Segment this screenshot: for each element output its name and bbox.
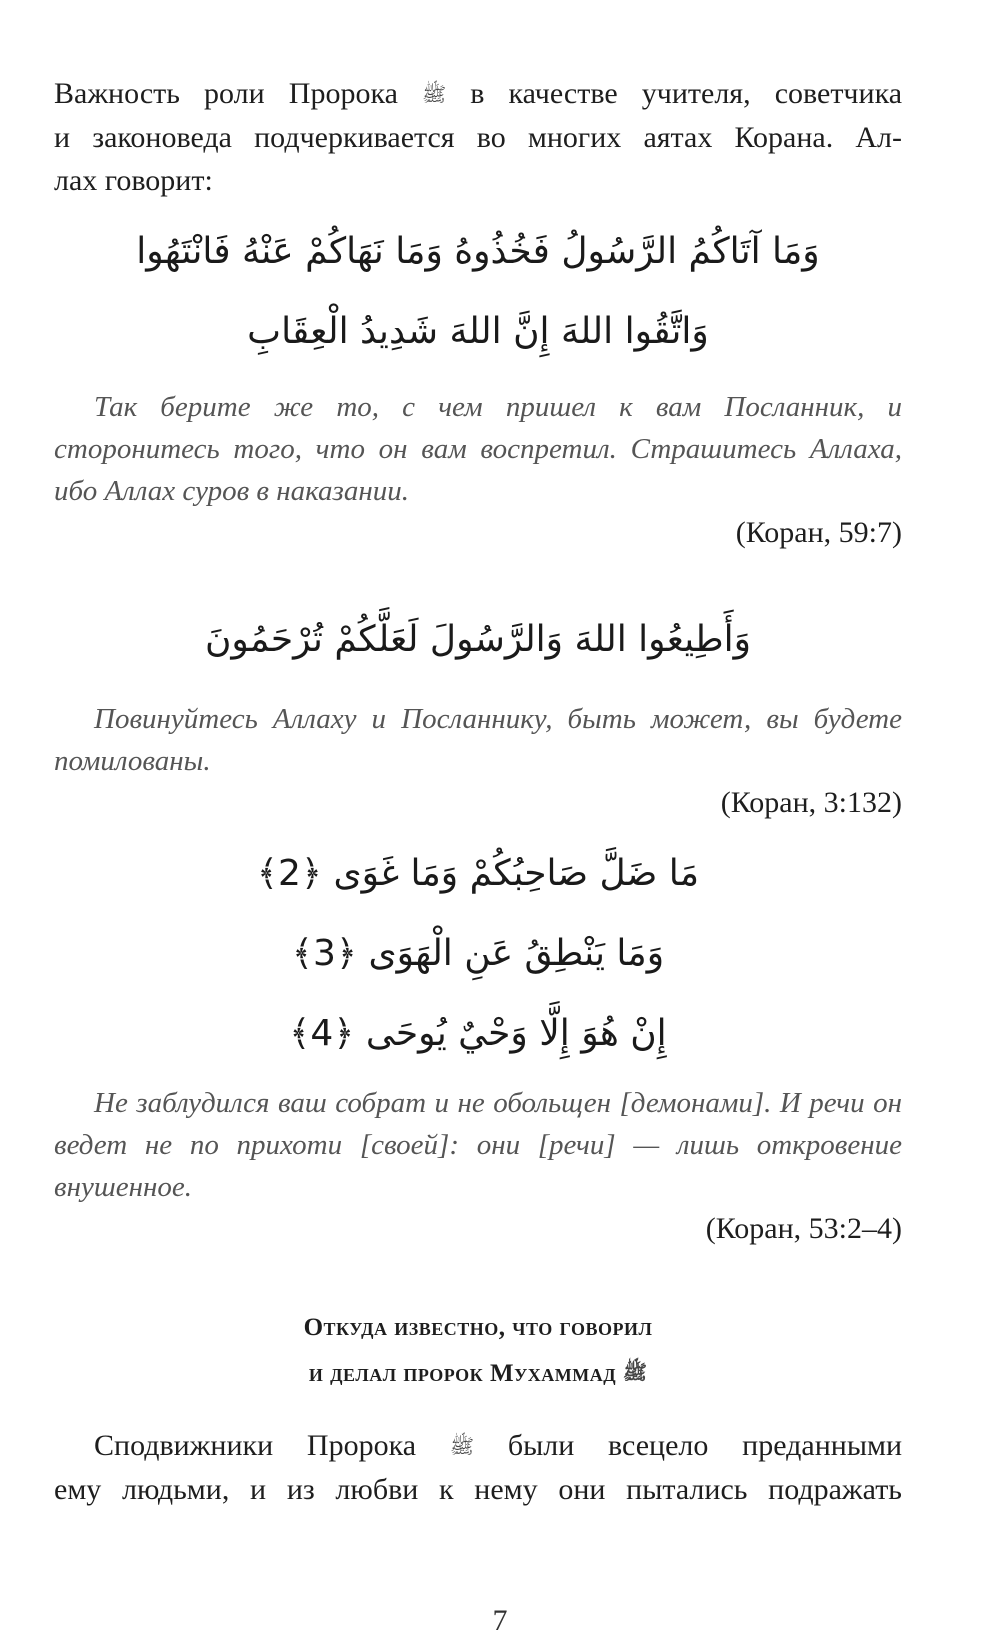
intro-text-a: Важность роли Пророка [54, 77, 398, 110]
section-heading-line1: Откуда известно, что говорил [303, 1314, 653, 1341]
intro-paragraph-line1 [54, 72, 902, 116]
verse2-arabic-line1: وَأَطِيعُوا اللهَ وَالرَّسُولَ لَعَلَّكُمْ تُرْحَمُونَ [204, 619, 752, 660]
verse1-translation: Так берите же то, с чем пришел к вам Посланник, и сторонитесь того, что он вам воспретил. Страшитесь Аллаха, ибо Аллах суров в наказании. [54, 391, 902, 507]
honorific-icon: ﷺ [449, 1434, 475, 1458]
closing-paragraph-line1 [54, 1424, 902, 1468]
verse1-arabic-line1: وَمَا آتَاكُمُ الرَّسُولُ فَخُذُوهُ وَمَا نَهَاكُمْ عَنْهُ فَانْتَهُوا [136, 231, 820, 272]
verse2-citation: (Коран, 3:132) [720, 786, 902, 819]
closing-paragraph-line2: ему людьми, и из любви к нему они пытались подражать [54, 1473, 902, 1506]
page-number: 7 [492, 1604, 508, 1637]
intro-paragraph-line2: и законоведа подчеркивается во многих аятах Корана. Ал- [54, 121, 902, 154]
verse1-arabic-line2: وَاتَّقُوا اللهَ إِنَّ اللهَ شَدِيدُ الْعِقَابِ [247, 311, 709, 352]
intro-text-b: в качестве учителя, советчика [470, 77, 903, 110]
page-content [54, 72, 902, 1511]
section-heading-line2 [54, 1350, 902, 1396]
verse3-citation: (Коран, 53:2–4) [705, 1212, 902, 1245]
closing-text-a: Сподвижники Пророка [94, 1429, 417, 1462]
verse2-translation: Повинуйтесь Аллаху и Посланнику, быть может, вы будете помилованы. [54, 703, 902, 777]
verse3-arabic-line2: وَمَا يَنْطِقُ عَنِ الْهَوَى ﴿3﴾ [291, 933, 665, 974]
verse1-citation: (Коран, 59:7) [735, 516, 902, 549]
section-heading-text: и делал пророк Мухаммад [308, 1360, 617, 1387]
verse3-arabic-line3: إِنْ هُوَ إِلَّا وَحْيٌ يُوحَى ﴿4﴾ [289, 1013, 667, 1054]
honorific-icon: ﷺ [622, 1360, 648, 1384]
verse3-translation: Не заблудился ваш собрат и не обольщен [демонами]. И речи он ведет не по прихоти [своей]: они [речи] — лишь откровение внушенное. [54, 1087, 902, 1203]
closing-text-b: были всецело преданными [507, 1429, 903, 1462]
honorific-icon: ﷺ [422, 82, 447, 106]
intro-paragraph-line3: лах говорит: [54, 164, 213, 197]
verse3-arabic-line1: مَا ضَلَّ صَاحِبُكُمْ وَمَا غَوَى ﴿2﴾ [256, 853, 700, 894]
